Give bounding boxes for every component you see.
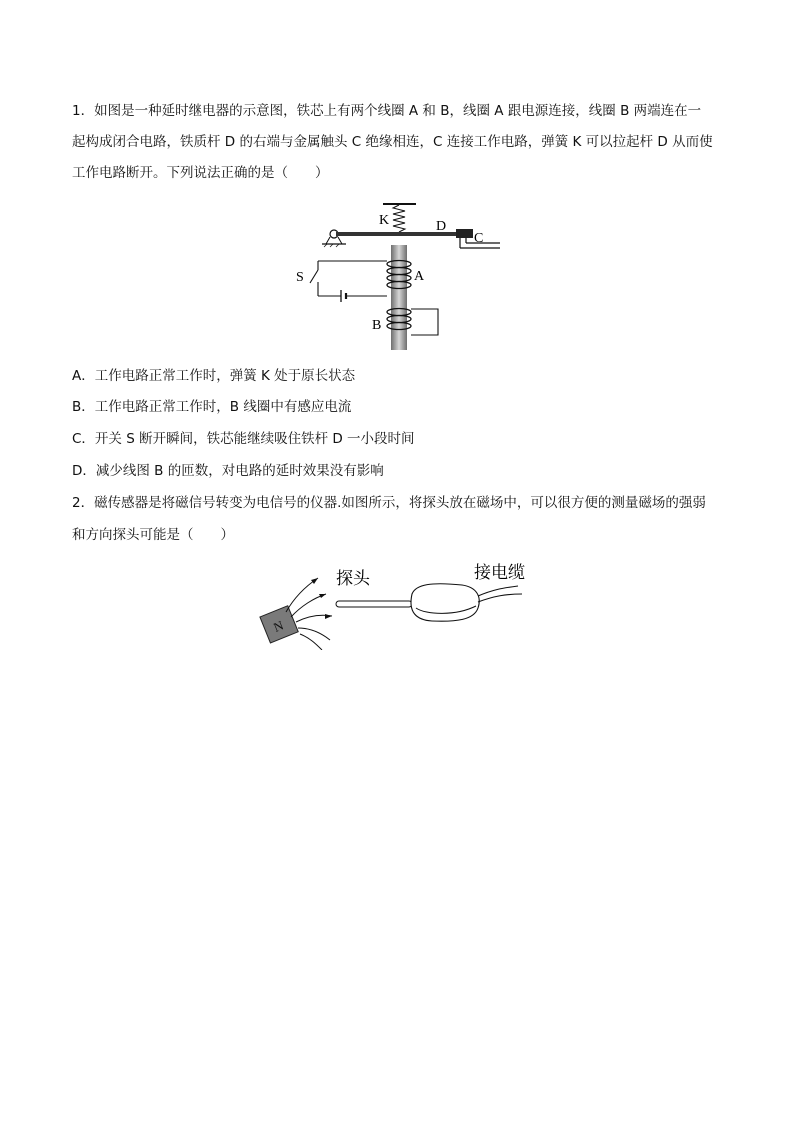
q2-line-2: 和方向探头可能是（ ） (72, 527, 234, 543)
cable-label: 接电缆 (474, 563, 525, 583)
source-circuit (310, 261, 387, 302)
q1-option-c: C．开关 S 断开瞬间，铁芯能继续吸住铁杆 D 一小段时间 (72, 431, 415, 447)
q1-option-a: A．工作电路正常工作时，弹簧 K 处于原长状态 (72, 368, 356, 384)
label-k: K (379, 213, 390, 228)
label-a: A (414, 269, 425, 284)
label-d: D (436, 219, 447, 234)
probe-handle (411, 584, 479, 622)
q1-option-d: D．减少线图 B 的匝数，对电路的延时效果没有影响 (72, 463, 384, 479)
label-c: C (474, 231, 484, 246)
field-lines (286, 578, 332, 650)
q1-line-3: 工作电路断开。下列说法正确的是（ ） (72, 165, 329, 181)
label-s: S (296, 270, 304, 285)
q1-line-1: 1．如图是一种延时继电器的示意图，铁芯上有两个线圈 A 和 B，线圈 A 跟电源连接，线圈 B 两端连在一 (72, 103, 702, 119)
q2-line-1: 2．磁传感器是将磁信号转变为电信号的仪器.如图所示，将探头放在磁场中，可以很方便的测量磁场的强弱 (72, 495, 706, 511)
magnet (260, 606, 298, 643)
probe-diagram (256, 560, 546, 650)
magnet-label: N (271, 617, 286, 635)
spring-k (393, 205, 405, 232)
q1-line-2: 起构成闭合电路，铁质杆 D 的右端与金属触头 C 绝缘相连，C 连接工作电路，弹簧 K 可以拉起杆 D 从而使 (72, 134, 713, 150)
probe-label: 探头 (336, 569, 370, 589)
label-b: B (372, 318, 382, 333)
switch-s (310, 270, 318, 283)
probe-stick (336, 601, 412, 607)
contact-c (456, 229, 473, 238)
relay-diagram (288, 198, 508, 353)
coil-b-loop (411, 309, 438, 335)
q1-option-b: B．工作电路正常工作时，B 线圈中有感应电流 (72, 399, 352, 415)
